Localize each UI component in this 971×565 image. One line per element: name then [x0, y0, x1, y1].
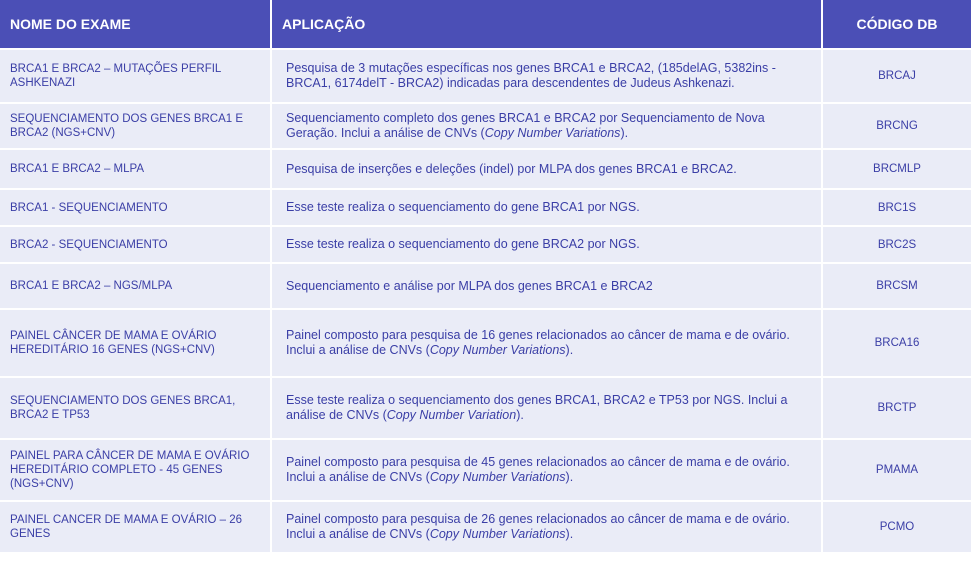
application-cell — [272, 188, 823, 225]
db-code-cell: PMAMA — [823, 438, 971, 500]
application-text: Pesquisa de inserções e deleções (indel) por MLPA dos genes BRCA1 e BRCA2. — [286, 161, 737, 176]
application-text: Esse teste realiza o sequenciamento do gene BRCA1 por NGS. — [286, 200, 640, 214]
db-code-cell: BRCMLP — [823, 148, 971, 188]
application-tail: ). — [565, 470, 574, 484]
application-text: Sequenciamento completo dos genes BRCA1 e BRCA2 por Sequenciamento de Nova Geração. Inclui a análise de CNVs ( — [286, 111, 765, 140]
exam-name-cell: SEQUENCIAMENTO DOS GENES BRCA1 E BRCA2 (NGS+CNV) — [0, 102, 272, 148]
application-tail: ). — [620, 126, 629, 140]
application-emphasis: Copy Number Variation — [386, 408, 517, 422]
application-tail: ). — [565, 527, 574, 541]
header-db-code: CÓDIGO DB — [823, 0, 971, 48]
exam-name-cell: BRCA1 E BRCA2 – NGS/MLPA — [0, 262, 272, 308]
application-cell — [272, 376, 823, 438]
application-cell — [272, 225, 823, 262]
db-code-cell: PCMO — [823, 500, 971, 552]
application-text: Pesquisa de 3 mutações específicas nos genes BRCA1 e BRCA2, (185delAG, 5382ins - BRCA1, 6174delT - BRCA2) indicadas para descendentes de Judeus Ashkenazi. — [286, 61, 776, 90]
exam-name-cell: PAINEL PARA CÂNCER DE MAMA E OVÁRIO HEREDITÁRIO COMPLETO - 45 GENES (NGS+CNV) — [0, 438, 272, 500]
db-code-cell: BRCTP — [823, 376, 971, 438]
application-text: Esse teste realiza o sequenciamento do gene BRCA2 por NGS. — [286, 237, 640, 251]
exam-name-cell: SEQUENCIAMENTO DOS GENES BRCA1, BRCA2 E TP53 — [0, 376, 272, 438]
table-row — [0, 188, 971, 225]
table-header-row — [0, 0, 971, 48]
application-text: Painel composto para pesquisa de 26 genes relacionados ao câncer de mama e de ovário. Inclui a análise de CNVs ( — [286, 512, 790, 541]
header-application: APLICAÇÃO — [272, 0, 823, 48]
application-cell — [272, 148, 823, 188]
application-text: Painel composto para pesquisa de 45 genes relacionados ao câncer de mama e de ovário. Inclui a análise de CNVs ( — [286, 455, 790, 484]
application-emphasis: Copy Number Variations — [484, 126, 621, 140]
db-code-cell: BRCSM — [823, 262, 971, 308]
exam-name-cell: BRCA2 - SEQUENCIAMENTO — [0, 225, 272, 262]
application-text: Esse teste realiza o sequenciamento dos genes BRCA1, BRCA2 e TP53 por NGS. Inclui a análise de CNVs ( — [286, 393, 788, 422]
exam-name-cell: PAINEL CANCER DE MAMA E OVÁRIO – 26 GENES — [0, 500, 272, 552]
table-row — [0, 225, 971, 262]
table-row — [0, 438, 971, 500]
table-row — [0, 376, 971, 438]
table-row — [0, 148, 971, 188]
exam-name-cell: BRCA1 - SEQUENCIAMENTO — [0, 188, 272, 225]
application-tail: ). — [565, 343, 574, 357]
application-cell — [272, 308, 823, 376]
application-text: Sequenciamento e análise por MLPA dos genes BRCA1 e BRCA2 — [286, 278, 653, 293]
application-emphasis: Copy Number Variations — [429, 343, 566, 357]
exam-name-cell: BRCA1 E BRCA2 – MUTAÇÕES PERFIL ASHKENAZI — [0, 48, 272, 102]
application-cell — [272, 262, 823, 308]
application-tail: ). — [516, 408, 524, 422]
db-code-cell: BRC1S — [823, 188, 971, 225]
application-cell — [272, 500, 823, 552]
header-exam-name: NOME DO EXAME — [0, 0, 272, 48]
table-row — [0, 262, 971, 308]
application-emphasis: Copy Number Variations — [429, 470, 566, 484]
application-cell — [272, 438, 823, 500]
exam-name-cell: PAINEL CÂNCER DE MAMA E OVÁRIO HEREDITÁRIO 16 GENES (NGS+CNV) — [0, 308, 272, 376]
application-emphasis: Copy Number Variations — [429, 527, 566, 541]
application-cell — [272, 102, 823, 148]
application-text: Painel composto para pesquisa de 16 genes relacionados ao câncer de mama e de ovário. Inclui a análise de CNVs ( — [286, 328, 790, 357]
table-row — [0, 48, 971, 102]
table-row — [0, 308, 971, 376]
db-code-cell: BRCAJ — [823, 48, 971, 102]
db-code-cell: BRCNG — [823, 102, 971, 148]
db-code-cell: BRCA16 — [823, 308, 971, 376]
db-code-cell: BRC2S — [823, 225, 971, 262]
table-row — [0, 500, 971, 552]
exam-name-cell: BRCA1 E BRCA2 – MLPA — [0, 148, 272, 188]
table-row — [0, 102, 971, 148]
application-cell — [272, 48, 823, 102]
